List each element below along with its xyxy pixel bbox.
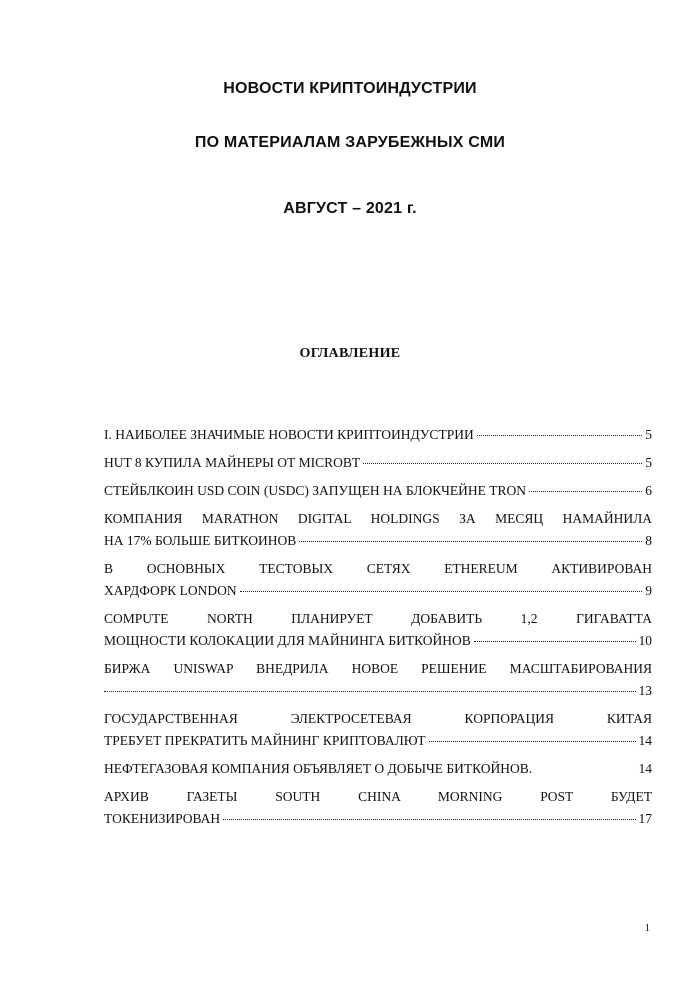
toc-page-number: 6 — [645, 483, 652, 498]
toc-entry-title-continued: НА 17% БОЛЬШЕ БИТКОИНОВ — [104, 533, 297, 548]
toc-entry-title-continued: ТОКЕНИЗИРОВАН — [104, 811, 221, 826]
toc-dot-leader — [104, 677, 636, 692]
toc-entry-title: АРХИВ ГАЗЕТЫ SOUTH CHINA MORNING POST БУДЕТ — [104, 789, 652, 804]
document-title: НОВОСТИ КРИПТОИНДУСТРИИ — [223, 80, 477, 97]
toc-page-number: 14 — [638, 733, 652, 748]
toc-entry[interactable] — [104, 758, 652, 780]
toc-page-number: 9 — [645, 583, 652, 598]
toc-dot-leader — [429, 727, 636, 742]
table-of-contents — [104, 424, 652, 836]
document-date: АВГУСТ – 2021 г. — [283, 200, 417, 217]
toc-page-number: 8 — [645, 533, 652, 548]
toc-entry-title-continued: ТРЕБУЕТ ПРЕКРАТИТЬ МАЙНИНГ КРИПТОВАЛЮТ — [104, 733, 426, 748]
toc-entry[interactable] — [104, 424, 652, 446]
toc-dot-leader — [223, 805, 635, 820]
toc-entry-title: ГОСУДАРСТВЕННАЯ ЭЛЕКТРОСЕТЕВАЯ КОРПОРАЦИЯ КИТАЯ — [104, 711, 652, 726]
toc-entry-title: HUT 8 КУПИЛА МАЙНЕРЫ ОТ MICROBT — [104, 455, 361, 470]
toc-entry-title: БИРЖА UNISWAP ВНЕДРИЛА НОВОЕ РЕШЕНИЕ МАСШТАБИРОВАНИЯ — [104, 661, 652, 676]
toc-dot-leader — [240, 577, 643, 592]
toc-entry-title: СТЕЙБЛКОИН USD COIN (USDC) ЗАПУЩЕН НА БЛОКЧЕЙНЕ TRON — [104, 483, 526, 498]
toc-entry-title: I. НАИБОЛЕЕ ЗНАЧИМЫЕ НОВОСТИ КРИПТОИНДУСТРИИ — [104, 427, 474, 442]
page-number: 1 — [644, 922, 650, 934]
toc-page-number: 5 — [645, 427, 652, 442]
toc-entry-title-continued: ХАРДФОРК LONDON — [104, 583, 237, 598]
toc-dot-leader — [363, 449, 642, 464]
toc-page-number: 10 — [638, 633, 652, 648]
toc-dot-leader — [299, 527, 642, 542]
toc-page-number: 17 — [638, 811, 652, 826]
toc-entry-title: COMPUTE NORTH ПЛАНИРУЕТ ДОБАВИТЬ 1,2 ГИГАВАТТА — [104, 611, 652, 626]
toc-entry-title-continued: МОЩНОСТИ КОЛОКАЦИИ ДЛЯ МАЙНИНГА БИТКОЙНОВ — [104, 633, 471, 648]
toc-dot-leader — [477, 421, 643, 436]
toc-entry[interactable] — [104, 558, 652, 602]
toc-entry-title: НЕФТЕГАЗОВАЯ КОМПАНИЯ ОБЪЯВЛЯЕТ О ДОБЫЧЕ БИТКОЙНОВ. — [104, 761, 533, 776]
toc-entry[interactable] — [104, 452, 652, 474]
toc-entry-title: В ОСНОВНЫХ ТЕСТОВЫХ СЕТЯХ ETHEREUM АКТИВИРОВАН — [104, 561, 652, 576]
toc-heading: ОГЛАВЛЕНИЕ — [299, 346, 401, 361]
toc-dot-leader — [474, 627, 636, 642]
toc-page-number: 13 — [638, 683, 652, 698]
toc-entry-title: КОМПАНИЯ MARATHON DIGITAL HOLDINGS ЗА МЕСЯЦ НАМАЙНИЛА — [104, 511, 652, 526]
toc-page-number: 14 — [638, 761, 652, 776]
toc-entry[interactable] — [104, 508, 652, 552]
toc-entry[interactable] — [104, 480, 652, 502]
document-subtitle: ПО МАТЕРИАЛАМ ЗАРУБЕЖНЫХ СМИ — [194, 134, 506, 151]
toc-entry[interactable] — [104, 608, 652, 652]
toc-page-number: 5 — [645, 455, 652, 470]
toc-dot-leader — [529, 477, 642, 492]
toc-entry[interactable] — [104, 708, 652, 752]
toc-entry[interactable] — [104, 658, 652, 702]
toc-entry[interactable] — [104, 786, 652, 830]
